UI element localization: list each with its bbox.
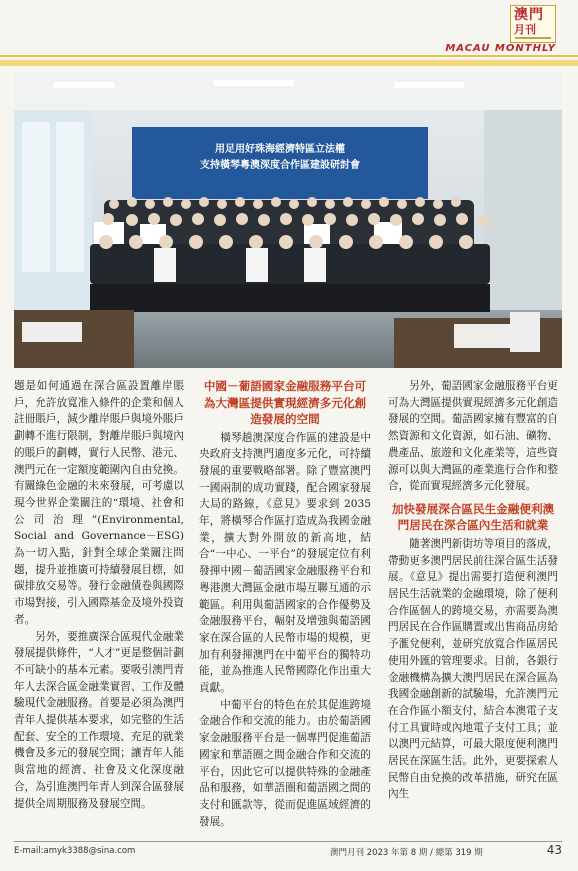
paragraph: 另外，要推廣深合區現代金融業發展提供條件，“人才”更是整個計劃不可缺小的基本元素。要吸引澳門青年人去深合區金融業實習、工作及體驗現代金融服務。首要是必須為澳門青年人提供基本要求，如完整的生活配套、安全的工作環境、充足的就業機會及多元的發展空間；讓青年人能與當地的經濟、社會及文化深度融合，為引進澳門年青人到深合區發展提供全周期服務及發展空間。 [14,630,184,810]
paragraph: 題是如何通過在深合區設置離岸賬戶，允許放寬准入條件的企業和個人註冊賬戶，減少離岸賬戶與境外賬戶劃轉不進行限制，對離岸賬戶與境內的賬戶的劃轉，實行人民幣、港元、澳門元在一定額度範圍內自由兌換。有關綠色金融的未來發展，可考慮以現今世界企業關注的“環境、社會和公司治理”(Environmental, Social and Governance－ESG) 為一切入點，針對全球企業關注問題，提升並推廣可持續發展目標，如碳排放交易等。發行金融債卷與國際市場對接，引入國際基金及境外投資者。 [14,380,184,626]
masthead-rule [0,55,578,57]
page-number: 43 [546,843,562,857]
article-column-2 [199,378,371,830]
magazine-logo [510,5,556,43]
paragraph: 中葡平台的特色在於其促進跨境金融合作和交流的能力。由於葡語國家金融服務平台是一個專門促進葡語國家和華語圈之間金融合作和交流的平台，因此它可以提供特殊的金融產品和服務，如華語圈和葡語國之間的支付和匯款等，從而促進區域經濟的發展。 [199,698,371,828]
masthead-band [0,60,578,66]
paragraph: 橫琴趟澳深度合作區的建設是中央政府支持澳門適度多元化，可持續發展的重要戰略部署。除了豐富澳門一國兩制的成功實踐，配合國家發展大局的路線，《意見》要求到 2035 年，將橫琴合作區打造成為我國金融業，擴大對外開放的新高地，結合“一中心、一平台”的發展定位有利發揮中國－葡語國家金融服務平台和粵港澳大灣區金融市場互聯互通的示範區。利用與葡語國家的合作優勢及金融服務平台，輻射及增強與葡語國家在深合區的人民幣市場的規模，更加有利發揮澳門在中葡平台的獨特功能，並為推進人民幣國際化作出重大貢獻。 [199,431,371,695]
screen-banner-line2: 支持橫琴粵澳深度合作區建設研討會 [200,160,360,171]
section-heading: 中國－葡語國家金融服務平台可為大灣區提供實現經濟多元化創造發展的空間 [203,379,367,426]
section-heading: 加快發展深合區民生金融便利澳門居民在深合區內生活和就業 [391,501,555,533]
masthead [0,0,578,70]
article-column-3 [388,378,558,803]
logo-rule [515,37,551,39]
paragraph: 隨著澳門新街坊等項目的落成，帶動更多澳門居民前往深合區生活發展。《意見》提出需要打造便利澳門居民生活就業的金融環境，除了便利合作區個人的跨境交易，亦需要為澳門居民在合作區購置或出售商品房給予滙兌便利，並研究放寬合作區居民使用外匯的管理要求。目前，各銀行金融機構為擴大澳門居民在深合區為我國金融創新的試驗場，允許澳門元在合作區小額支付，結合本澳電子支付工具實時或內地電子支付工具；並以澳門元結算，可最大限度便利澳門居民在深區生活。此外，更要探索人民幣自由兌換的改革措施，研究在區內生 [388,537,558,801]
footer-issue: 澳門月刊 2023 年第 8 期 / 總第 319 期 [330,848,483,858]
article-column-1 [14,378,184,812]
logo-line2: 月刊 [514,23,536,36]
logo-line1: 澳門 [514,7,544,23]
footer-rule [14,841,562,842]
paragraph: 另外，葡語國家金融服務平台更可為大灣區提供實現經濟多元化創造發展的空間。葡語國家擁有豐富的自然資源和文化資源，如石油、礦物、農產品、旅遊和文化產業等，這些資源可以與大灣區的產業進行合作和整合，從而實現經濟多元化發展。 [388,380,558,493]
magazine-title: MACAU MONTHLY [445,43,556,54]
footer-email: E-mail:amyk3388@sina.com [14,846,136,856]
screen-banner-line1: 用足用好珠海經濟特區立法權 [215,144,345,155]
group-photo [14,72,562,368]
